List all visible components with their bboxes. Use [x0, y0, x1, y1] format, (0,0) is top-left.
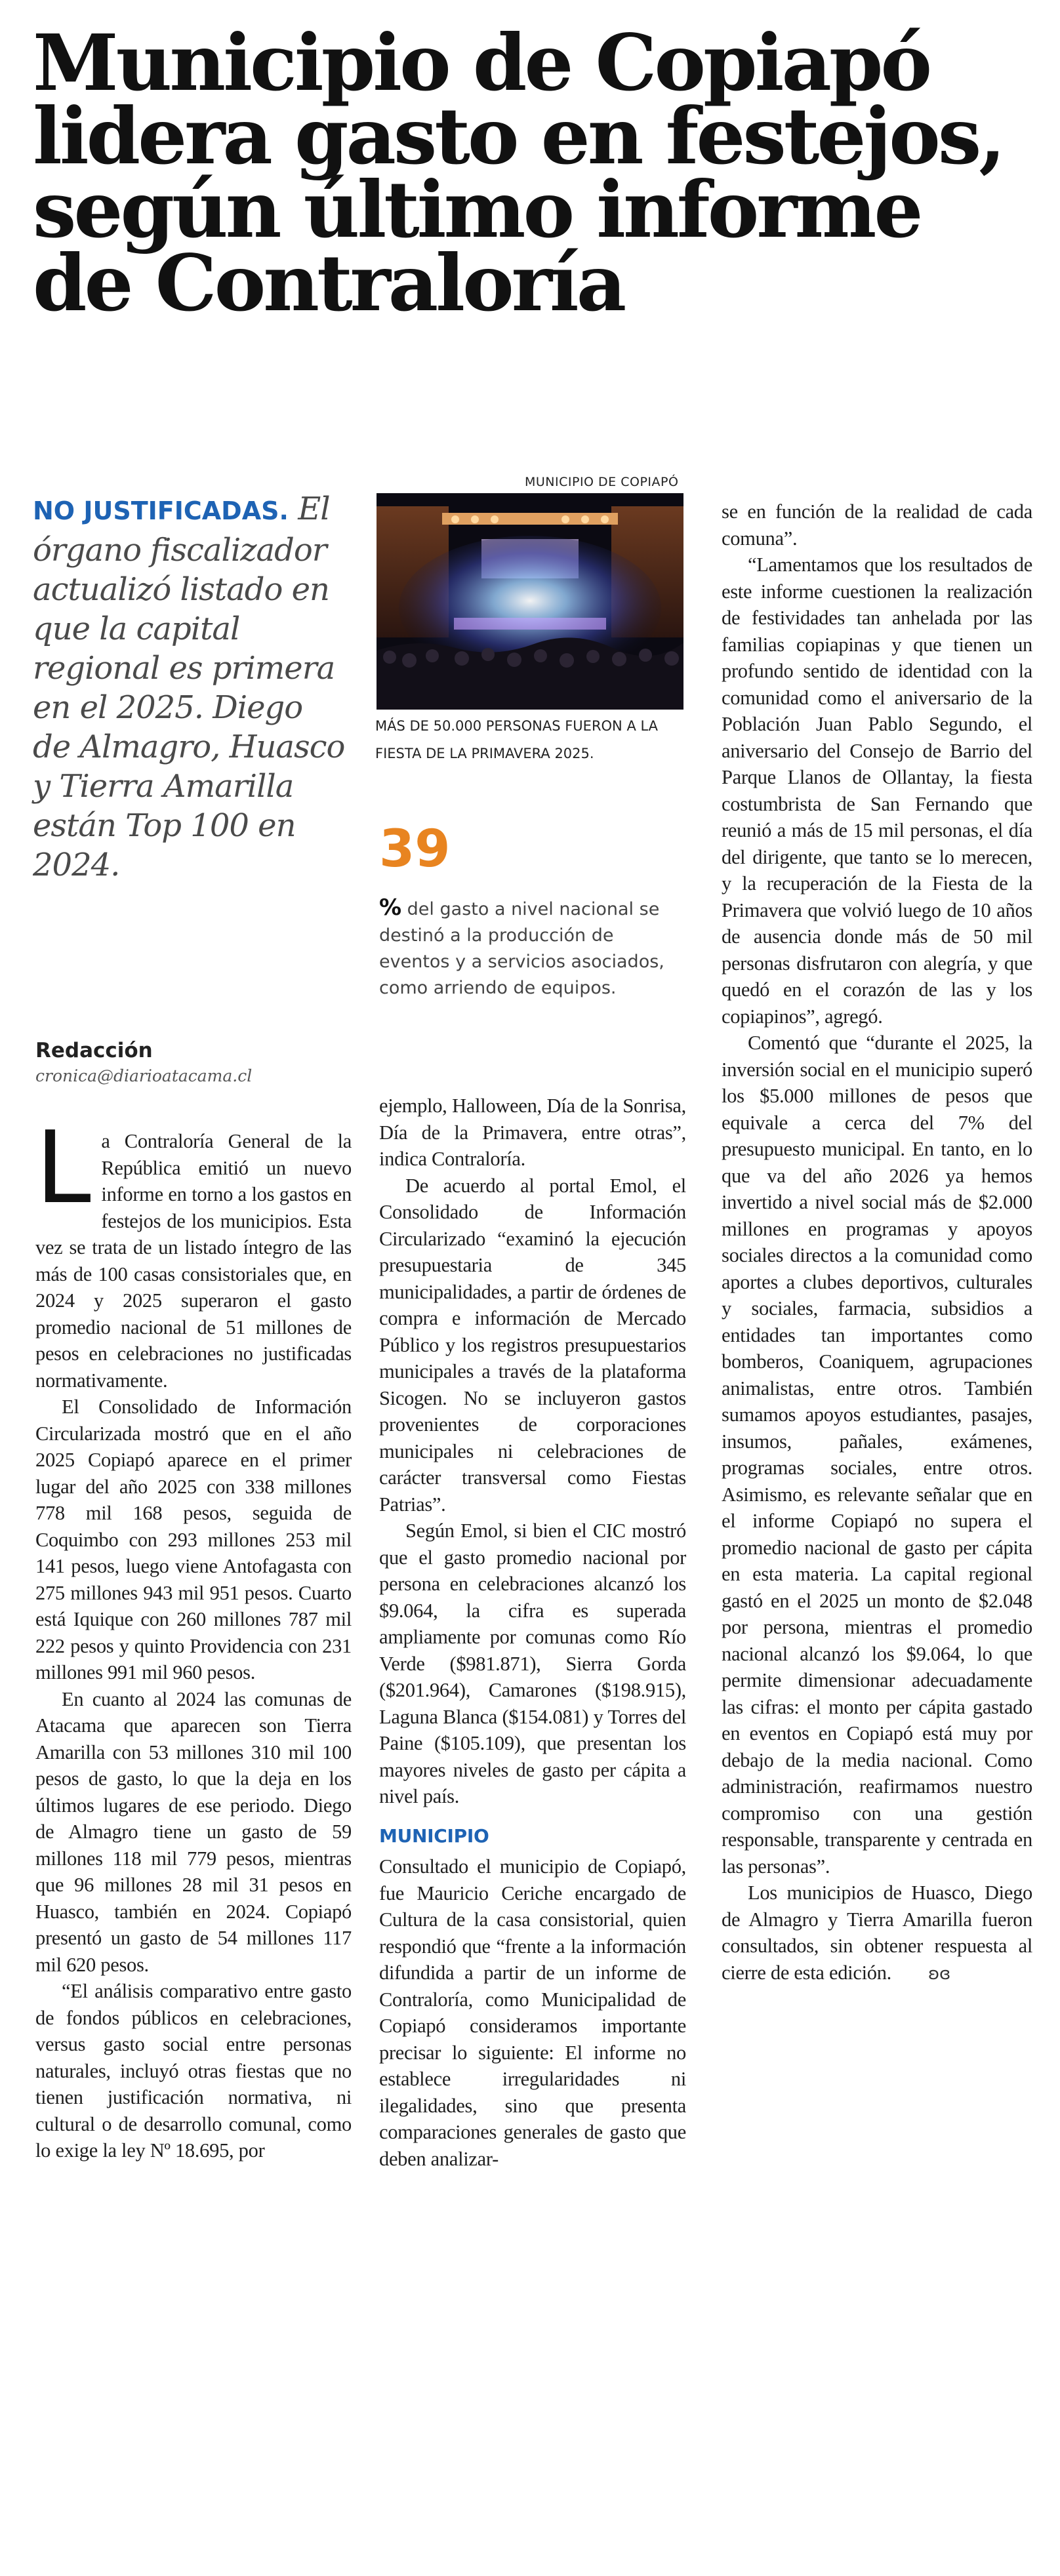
paragraph: “El análisis comparativo entre gasto de fondos públicos en celebraciones, versus gasto social entre personas naturales, incluyó otras fiestas que no tienen justificación normativa, ni cultural o de desarrollo comunal, como lo exige la ley Nº 18.695, por	[35, 1980, 352, 2162]
photo-credit: MUNICIPIO DE COPIAPÓ	[525, 475, 679, 489]
article-column-2	[379, 1093, 686, 2172]
byline-author: Redacción	[35, 1039, 153, 1062]
paragraph: La Contraloría General de la República emitió un nuevo informe en torno a los gastos en festejos de los municipios. Esta vez se trata de un listado íntegro de las más de 100 casas consistoriales que, en 2024 y 2025 superaron el gasto promedio nacional de 51 millones de pesos en celebraciones no justificadas normativamente.	[35, 1110, 352, 1392]
section-subhead: MUNICIPIO	[379, 1824, 489, 1847]
paragraph: Comentó que “durante el 2025, la inversión social en el municipio superó los $5.000 millones de pesos que equivale a cerca del 7% del presupuesto municipal. En tanto, en lo que va del año 2026 ya hemos invertido a nivel social más de $2.000 millones en programas y apoyos sociales directos a la comunidad como aportes a clubes deportivos, culturales y sociales, farmacia, subsidios a entidades tan importantes como bomberos, Coaniquem, agrupaciones animalistas, entre otros. También sumamos apoyos estudiantes, pasajes, insumos, pañales, exámenes, programas sociales, entre otros. Asimismo, es relevante señalar que en el informe Copiapó no supera el promedio nacional de gasto per cápita en esta materia. La capital regional gastó en el 2025 un monto de $2.048 por persona, mientras el promedio nacional alcanzó los $9.064, lo que permite dimensionar adecuadamente las cifras: el monto per cápita gastado en eventos en Copiapó está muy por debajo de la media nacional. Como administración, reafirmamos nuestro compromiso con una gestión responsable, transparente y centrada en las personas”.	[722, 1032, 1032, 1878]
headline-line: de Contraloría	[33, 237, 624, 329]
concert-stage-illustration	[377, 493, 683, 710]
paragraph: se en función de la realidad de cada comuna”.	[722, 500, 1032, 550]
paragraph: “Lamentamos que los resultados de este informe cuestionen la realización de festividades tan anhelada por las familias copiapinas y que tienen un profundo sentido de identidad con la comunidad como el aniversario de la Población Juan Pablo Segundo, el aniversario del Consejo de Barrio del Parque Llanos de Ollantay, la fiesta costumbrista de San Fernando que reunió a más de 15 mil personas, el día del dirigente, que tanto se lo merecen, y la recuperación de la Fiesta de la Primavera que volvió luego de 10 años de ausencia donde más de 50 mil personas disfrutaron con alegría, y que quedó en el corazón de las y los copiapinos”, agregó.	[722, 553, 1032, 1028]
headline-line: según último informe	[33, 164, 921, 255]
lead-text: El órgano fiscalizador actualizó listado en que la capital regional es primera en el 2025. Diego de Almagro, Huasco y Tierra Amarilla están Top 100 en 2024.	[33, 491, 345, 883]
paragraph: Los municipios de Huasco, Diego de Almagro y Tierra Amarilla fueron consultados, sin obtener respuesta al cierre de esta edición. ʚɞ	[722, 1880, 1032, 1987]
headline-line: lidera gasto en festejos,	[33, 91, 1004, 182]
byline-email[interactable]: cronica@diarioatacama.cl	[35, 1066, 253, 1085]
stat-callout	[379, 895, 683, 1001]
paragraph: El Consolidado de Información Circularizada mostró que en el año 2025 Copiapó aparece en el primer lugar del año 2025 con 338 millones 778 mil 168 pesos, seguida de Coquimbo con 293 millones 253 mil 141 pesos, luego viene Antofagasta con 275 millones 943 mil 951 pesos. Cuarto está Iquique con 260 millones 787 mil 222 pesos y quinto Providencia con 231 millones 991 mil 960 pesos.	[35, 1396, 352, 1683]
dropcap: L	[35, 1110, 91, 1226]
headline-line: Municipio de Copiapó	[33, 17, 930, 108]
paragraph: Según Emol, si bien el CIC mostró que el gasto promedio nacional por persona en celebraciones alcanzó los $9.064, la cifra es superada ampliamente por comunas como Río Verde ($981.871), Sierra Gorda ($201.964), Camarones ($198.915), Laguna Blanca ($154.081) y Torres del Paine ($105.109), que presentan los mayores niveles de gasto per cápita a nivel país.	[379, 1519, 686, 1807]
stat-number: 39	[379, 820, 451, 879]
paragraph: ejemplo, Halloween, Día de la Sonrisa, Día de la Primavera, entre otras”, indica Contraloría.	[379, 1095, 686, 1170]
photo-caption: MÁS DE 50.000 PERSONAS FUERON A LA FIESTA DE LA PRIMAVERA 2025.	[375, 718, 659, 761]
lead-deck	[33, 489, 348, 885]
article-column-3	[722, 498, 1032, 1987]
paragraph: En cuanto al 2024 las comunas de Atacama que aparecen son Tierra Amarilla con 53 millones 310 mil 100 pesos de gasto, lo que la deja en los últimos lugares de ese periodo. Diego de Almagro tiene un gasto de 59 millones 118 mil 779 pesos, mientras que 96 millones 28 mil 31 pesos en Huasco, también en 2024. Copiapó presentó un gasto de 54 millones 117 mil 620 pesos.	[35, 1687, 352, 1976]
end-mark-icon: ʚɞ	[928, 1963, 950, 1984]
stat-text: del gasto a nivel nacional se destinó a la producción de eventos y a servicios asociados, como arriendo de equipos.	[379, 899, 664, 998]
headline	[33, 17, 1036, 329]
article-column-1	[35, 1110, 352, 2164]
concert-photo	[377, 493, 683, 710]
paragraph: Consultado el municipio de Copiapó, fue Mauricio Ceriche encargado de Cultura de la casa consistorial, quien respondió que “frente a la información difundida a partir de un informe de Contraloría, como Municipalidad de Copiapó consideramos importante precisar lo siguiente: El informe no establece irregularidades ni ilegalidades, sino que presenta comparaciones generales de gasto que deben analizar-	[379, 1855, 686, 2170]
lead-kicker: NO JUSTIFICADAS.	[33, 496, 289, 525]
stat-symbol: %	[379, 895, 402, 921]
paragraph: De acuerdo al portal Emol, el Consolidado de Información Circularizado “examinó la ejecución presupuestaria de 345 municipalidades, a partir de órdenes de compra e información de Mercado Público y los registros presupuestarios municipales a través de la plataforma Sicogen. No se incluyeron gastos provenientes de corporaciones municipales ni celebraciones de carácter transversal como Fiestas Patrias”.	[379, 1174, 686, 1516]
